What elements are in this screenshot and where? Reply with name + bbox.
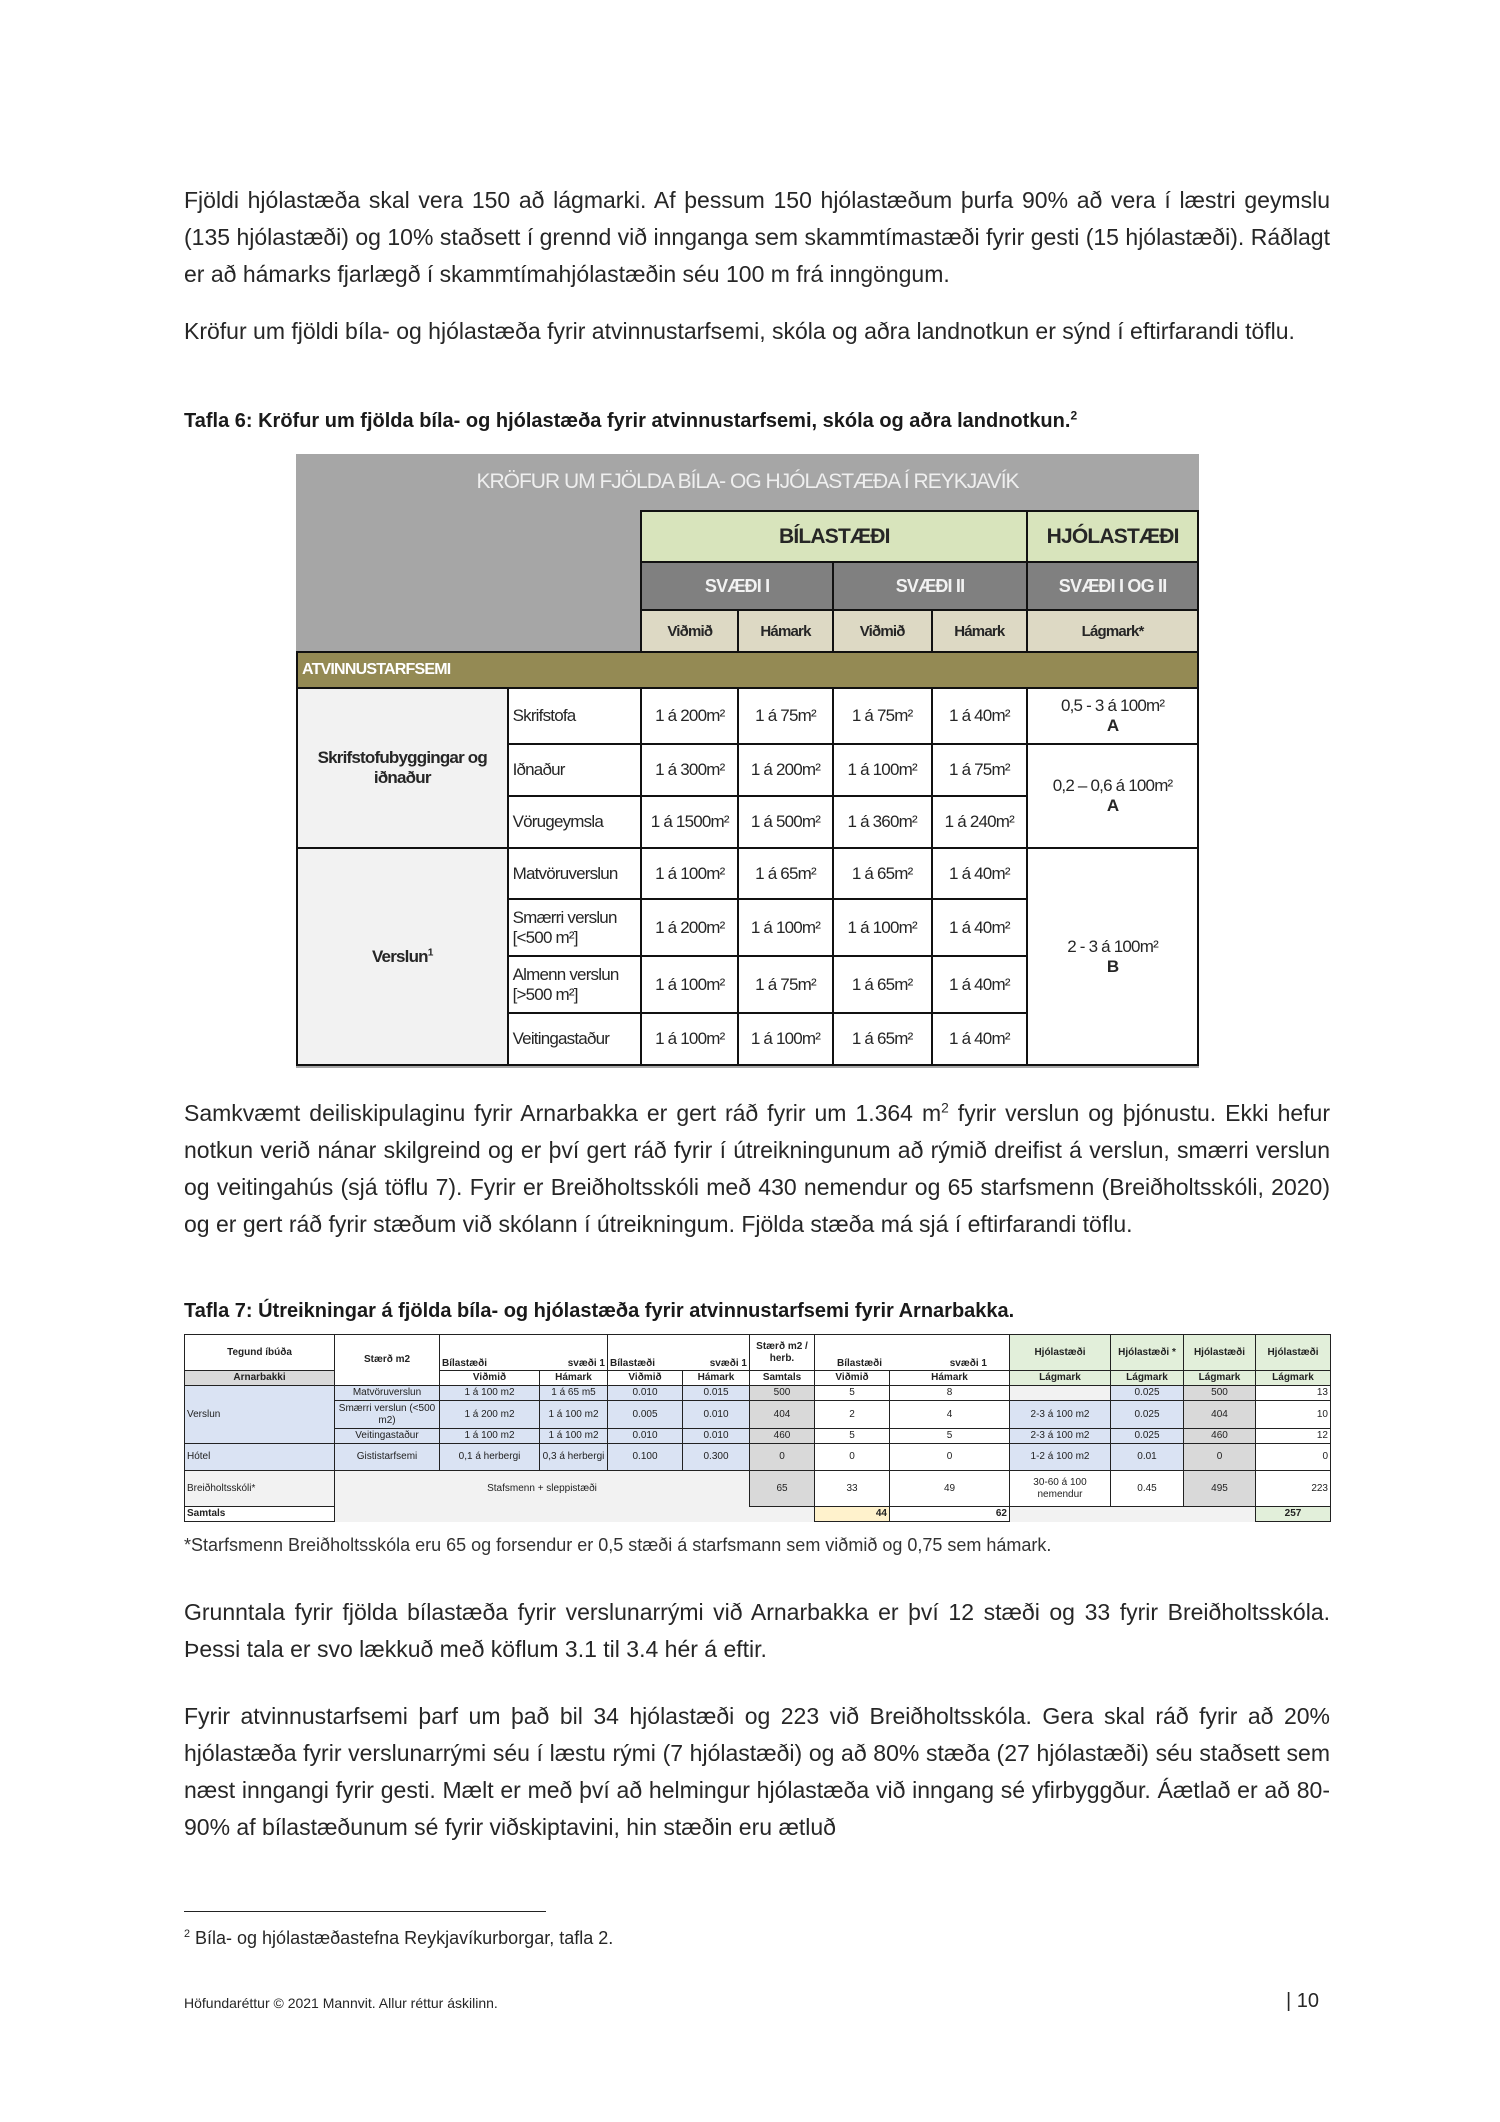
cell: 404 xyxy=(750,1401,815,1429)
cell: 1 á 65 m5 xyxy=(540,1386,608,1401)
cell: 404 xyxy=(1184,1401,1256,1429)
blank xyxy=(297,511,641,652)
cell: 460 xyxy=(1184,1429,1256,1444)
header-hamark: Hámark xyxy=(932,610,1028,652)
t: Bílastæði xyxy=(610,1358,656,1369)
cell: 1 á 100 m2 xyxy=(540,1429,608,1444)
blank xyxy=(1010,1507,1256,1522)
cell: 4 xyxy=(890,1401,1010,1429)
cell: Stafsmenn + sleppistæði xyxy=(335,1471,750,1507)
header-bilastaedi-rate xyxy=(608,1335,750,1371)
cell: 1 á 75m² xyxy=(932,744,1028,796)
paragraph-base-count: Grunntala fyrir fjölda bílastæða fyrir verslunarrými við Arnarbakka er því 12 stæði og 33 fyrir Breiðholtsskóla. Þessi tala er svo lækkuð með köflum 3.1 til 3.4 hér á eftir. xyxy=(184,1599,1330,1662)
cell: 495 xyxy=(1184,1471,1256,1507)
cell: 30-60 á 100 nemendur xyxy=(1010,1471,1111,1507)
total-hjol: 257 xyxy=(1256,1507,1331,1522)
row-label xyxy=(508,956,642,1013)
h: Hámark xyxy=(540,1371,608,1386)
paragraph-requirements-intro: Kröfur um fjöldi bíla- og hjólastæða fyrir atvinnustarfsemi, skóla og aðra landnotkun er sýnd í eftirfarandi töflu. xyxy=(184,318,1295,344)
cell: Smærri verslun (<500 m2) xyxy=(335,1401,440,1429)
group-label xyxy=(297,848,508,1065)
h: Viðmið xyxy=(815,1371,890,1386)
cell: 1 á 100m² xyxy=(833,899,932,956)
table7-note: *Starfsmenn Breiðholtsskóla eru 65 og forsendur er 0,5 stæði á starfsmann sem viðmið og 0,75 sem hámark. xyxy=(184,1535,1052,1555)
page-number: | 10 xyxy=(1286,1990,1319,2012)
hjol-value: 2 - 3 á 100m² xyxy=(1067,936,1158,956)
cell: 0 xyxy=(1256,1444,1331,1471)
cell: 2-3 á 100 m2 xyxy=(1010,1401,1111,1429)
cell: 1 á 100m² xyxy=(738,899,833,956)
cell: 2 xyxy=(815,1401,890,1429)
h: Lágmark xyxy=(1184,1371,1256,1386)
row-hotel: Hótel xyxy=(185,1444,335,1471)
cell: 1 á 40m² xyxy=(932,1013,1028,1065)
cell: 0.015 xyxy=(683,1386,750,1401)
t: svæði 1 xyxy=(709,1358,747,1369)
header-svaedi-1: SVÆÐI I xyxy=(641,562,832,610)
cell: 460 xyxy=(750,1429,815,1444)
footnote-ref: 2 xyxy=(1070,408,1078,423)
hjol-cell xyxy=(1027,688,1198,744)
cell: 0.010 xyxy=(608,1386,683,1401)
row-label xyxy=(508,899,642,956)
hjol-value: 0,5 - 3 á 100m² xyxy=(1060,696,1165,715)
cell: 1-2 á 100 m2 xyxy=(1010,1444,1111,1471)
cell: 0,1 á herbergi xyxy=(440,1444,540,1471)
paragraph-arnarbakki xyxy=(184,1095,1330,1243)
cell: 49 xyxy=(890,1471,1010,1507)
table-title: KRÖFUR UM FJÖLDA BÍLA- OG HJÓLASTÆÐA Í REYKJAVÍK xyxy=(476,470,1019,493)
h: Lágmark xyxy=(1010,1371,1111,1386)
h: Viðmið xyxy=(608,1371,683,1386)
header-hjol: Hjólastæði xyxy=(1256,1335,1331,1371)
cell: 0.010 xyxy=(683,1429,750,1444)
cell: 0.300 xyxy=(683,1444,750,1471)
cell: 8 xyxy=(890,1386,1010,1401)
header-svaedi-2: SVÆÐI II xyxy=(833,562,1027,610)
header-tegund: Tegund íbúða xyxy=(185,1335,335,1371)
row-note: [<500 m²] xyxy=(512,927,578,947)
header-hamark: Hámark xyxy=(738,610,833,652)
cell: 0.005 xyxy=(608,1401,683,1429)
header-bilastaedi: BÍLASTÆÐI xyxy=(641,511,1027,562)
group-label-text: Verslun xyxy=(371,946,428,966)
header-lagmark: Lágmark* xyxy=(1027,610,1198,652)
paragraph-bicycle-parking: Fjöldi hjólastæða skal vera 150 að lágmarki. Af þessum 150 hjólastæðum þurfa 90% að vera í læstri geymslu (135 hjólastæði) og 10% staðsett í grennd við innganga sem skammtímastæði fyrir gesti (15 hjólastæði). Ráðlagt er að hámarks fjarlægð í skammtímahjólastæðin séu 100 m frá inngöngum. xyxy=(184,187,1330,287)
row-label: Matvöruverslun xyxy=(508,848,642,899)
h: Samtals xyxy=(750,1371,815,1386)
cell: 1 á 65m² xyxy=(738,848,833,899)
hjol-cell xyxy=(1027,848,1198,1065)
paragraph-bicycle-distribution: Fyrir atvinnustarfsemi þarf um það bil 34 hjólastæði og 223 við Breiðholtsskóla. Gera skal ráð fyrir að 20% hjólastæða fyrir verslunarrými séu í læstu rými (7 hjólastæði) og að 80% stæða (27 hjólastæði) séu staðsett sem næst inngangi fyrir gesti. Mælt er með því að helmingur hjólastæða við inngang sé yfirbyggður. Áætlað er að 80-90% af bílastæðunum sé fyrir viðskiptavini, hin stæðin eru ætluð xyxy=(184,1703,1330,1840)
header-bilastaedi xyxy=(440,1335,608,1371)
cell: 0.100 xyxy=(608,1444,683,1471)
cell: 1 á 75m² xyxy=(738,688,833,744)
cell: 2-3 á 100 m2 xyxy=(1010,1429,1111,1444)
cell: 1 á 65m² xyxy=(833,1013,932,1065)
parking-requirements-table xyxy=(296,454,1199,1068)
cell: Veitingastaður xyxy=(335,1429,440,1444)
h: Lágmark xyxy=(1256,1371,1331,1386)
cell: 1 á 200 m2 xyxy=(440,1401,540,1429)
footnote-divider xyxy=(184,1911,546,1912)
cell: 1 á 200m² xyxy=(641,688,738,744)
h: Lágmark xyxy=(1111,1371,1184,1386)
cell: 0.025 xyxy=(1111,1401,1184,1429)
cell: 1 á 75m² xyxy=(738,956,833,1013)
calculation-table xyxy=(184,1334,1331,1522)
cell: 0 xyxy=(750,1444,815,1471)
footnote-number: 2 xyxy=(184,1928,191,1940)
header-vidmid: Viðmið xyxy=(641,610,738,652)
cell: 1 á 100 m2 xyxy=(440,1429,540,1444)
cell: 1 á 40m² xyxy=(932,688,1028,744)
blank xyxy=(335,1507,815,1522)
footer-copyright: Höfundaréttur © 2021 Mannvit. Allur réttur áskilinn. xyxy=(184,1995,498,2011)
cell: 500 xyxy=(1184,1386,1256,1401)
total-hamark: 62 xyxy=(890,1507,1010,1522)
total-vidmid: 44 xyxy=(815,1507,890,1522)
row-name: Almenn verslun xyxy=(512,964,619,984)
table6-caption xyxy=(184,410,1077,433)
header-staerd: Stærð m2 xyxy=(335,1335,440,1386)
group-label: Skrifstofubyggingar og iðnaður xyxy=(297,688,508,848)
section-atvinnustarfsemi: ATVINNUSTARFSEMI xyxy=(297,652,1198,688)
cell: 1 á 40m² xyxy=(932,848,1028,899)
footnote-text: Bíla- og hjólastæðastefna Reykjavíkurborgar, tafla 2. xyxy=(190,1928,614,1948)
cell: 65 xyxy=(750,1471,815,1507)
cell: 5 xyxy=(890,1429,1010,1444)
hjol-cell xyxy=(1027,744,1198,848)
row-label: Skrifstofa xyxy=(508,688,642,744)
cell: 1 á 100m² xyxy=(738,1013,833,1065)
cell: 1 á 300m² xyxy=(641,744,738,796)
cell: 0.025 xyxy=(1111,1386,1184,1401)
cell: 1 á 100m² xyxy=(641,1013,738,1065)
cell: 5 xyxy=(815,1386,890,1401)
row-name: Smærri verslun xyxy=(512,907,617,927)
cell: 13 xyxy=(1256,1386,1331,1401)
row-total: Samtals xyxy=(185,1507,335,1522)
cell: 0.010 xyxy=(683,1401,750,1429)
header-bilastaedi-result xyxy=(815,1335,1010,1371)
t: Bílastæði xyxy=(837,1358,883,1369)
cell: 12 xyxy=(1256,1429,1331,1444)
text: fyrir verslun og þjónustu. Ekki hefur notkun verið nánar skilgreind og er því gert ráð fyrir í útreikningunum að rýmið dreifist á verslun, smærri verslun og veitingahús (sjá töflu 7). Fyrir er Breiðholtsskóli með 430 nemendur og 65 starfsmenn (Breiðholtsskóli, 2020) og er gert ráð fyrir stæðum við skólann í útreikningum. Fjölda stæða má sjá í eftirfarandi töflu. xyxy=(184,1100,1330,1237)
header-svaedi-1-2: SVÆÐI I OG II xyxy=(1027,562,1198,610)
cell: 1 á 200m² xyxy=(738,744,833,796)
cell: 1 á 75m² xyxy=(833,688,932,744)
row-school: Breiðholtsskóli* xyxy=(185,1471,335,1507)
hjol-class: B xyxy=(1106,956,1119,976)
header-hjol: Hjólastæði xyxy=(1184,1335,1256,1371)
cell: 1 á 40m² xyxy=(932,956,1028,1013)
h: Viðmið xyxy=(440,1371,540,1386)
cell: 1 á 40m² xyxy=(932,899,1028,956)
cell: 1 á 100m² xyxy=(641,956,738,1013)
cell: 1 á 500m² xyxy=(738,796,833,848)
cell: 0.025 xyxy=(1111,1429,1184,1444)
cell: 223 xyxy=(1256,1471,1331,1507)
row-note: [>500 m²] xyxy=(512,984,578,1004)
t: svæði 1 xyxy=(949,1358,987,1369)
cell: Gististarfsemi xyxy=(335,1444,440,1471)
header-arnarbakki: Arnarbakki xyxy=(185,1371,335,1386)
t: Bílastæði xyxy=(442,1358,488,1369)
cell: 0.01 xyxy=(1111,1444,1184,1471)
cell: 1 á 360m² xyxy=(833,796,932,848)
cell: 1 á 65m² xyxy=(833,848,932,899)
cell: 1 á 100m² xyxy=(641,848,738,899)
cell: 1 á 65m² xyxy=(833,956,932,1013)
h: Hámark xyxy=(683,1371,750,1386)
text: Samkvæmt deiliskipulaginu fyrir Arnarbakka er gert ráð fyrir um 1.364 m xyxy=(184,1100,942,1126)
cell: 0.010 xyxy=(608,1429,683,1444)
table7-caption: Tafla 7: Útreikningar á fjölda bíla- og hjólastæða fyrir atvinnustarfsemi fyrir Arnarbakka. xyxy=(184,1300,1015,1322)
h: Hámark xyxy=(890,1371,1010,1386)
cell: 0.45 xyxy=(1111,1471,1184,1507)
cell: 1 á 1500m² xyxy=(641,796,738,848)
cell: 33 xyxy=(815,1471,890,1507)
cell: 0,3 á herbergi xyxy=(540,1444,608,1471)
hjol-class: A xyxy=(1106,796,1119,815)
footnote xyxy=(184,1928,613,1949)
cell: 5 xyxy=(815,1429,890,1444)
header-hjolastaedi: HJÓLASTÆÐI xyxy=(1027,511,1198,562)
t: svæði 1 xyxy=(567,1358,605,1369)
hjol-class: A xyxy=(1106,716,1119,735)
header-vidmid: Viðmið xyxy=(833,610,932,652)
cell: 500 xyxy=(750,1386,815,1401)
footnote-ref: 1 xyxy=(427,946,433,958)
row-label: Vörugeymsla xyxy=(508,796,642,848)
header-hjol: Hjólastæði xyxy=(1010,1335,1111,1371)
cell: 1 á 200m² xyxy=(641,899,738,956)
cell: 1 á 100 m2 xyxy=(540,1401,608,1429)
cell: 1 á 100 m2 xyxy=(440,1386,540,1401)
caption-text: Tafla 6: Kröfur um fjölda bíla- og hjólastæða fyrir atvinnustarfsemi, skóla og aðra landnotkun. xyxy=(184,410,1071,432)
cell xyxy=(1010,1386,1111,1401)
cell: 1 á 100m² xyxy=(833,744,932,796)
cell: 1 á 240m² xyxy=(932,796,1028,848)
cell: 0 xyxy=(1184,1444,1256,1471)
cell: 0 xyxy=(890,1444,1010,1471)
cell: 0 xyxy=(815,1444,890,1471)
row-label: Iðnaður xyxy=(508,744,642,796)
superscript: 2 xyxy=(941,1100,949,1116)
header-hjol-star: Hjólastæði * xyxy=(1111,1335,1184,1371)
cell: 10 xyxy=(1256,1401,1331,1429)
cell: Matvöruverslun xyxy=(335,1386,440,1401)
row-label: Veitingastaður xyxy=(508,1013,642,1065)
header-staerd-herb: Stærð m2 / herb. xyxy=(750,1335,815,1371)
hjol-value: 0,2 – 0,6 á 100m² xyxy=(1052,776,1173,795)
row-group-verslun: Verslun xyxy=(185,1386,335,1444)
